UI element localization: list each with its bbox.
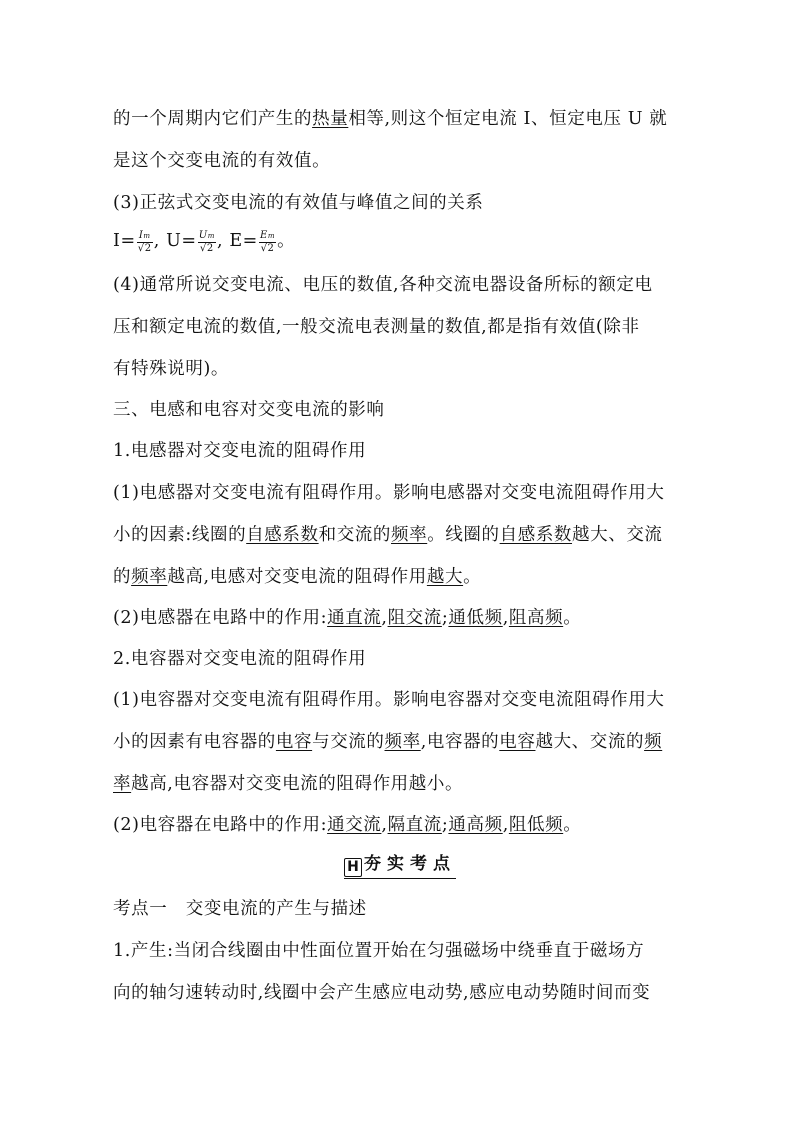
formula-label: U=	[166, 231, 197, 251]
answer-underline: 自感系数	[499, 525, 573, 545]
paragraph-line	[113, 815, 581, 835]
numerator: I	[138, 229, 144, 241]
text-run: 。线圈的	[427, 525, 500, 545]
subscript: m	[267, 231, 276, 240]
paragraph-line	[113, 567, 481, 587]
answer-underline: 电容	[275, 732, 313, 752]
answer-underline: 越大	[426, 567, 464, 587]
numerator: E	[259, 229, 268, 241]
fraction-e	[259, 230, 276, 254]
text-run: ,	[381, 608, 388, 628]
numerator: U	[198, 229, 208, 241]
answer-underline: 频	[644, 732, 663, 752]
formula-line	[113, 228, 295, 254]
h-badge-icon: H	[344, 858, 362, 877]
formula-label: I=	[113, 231, 136, 251]
text-run: 小的因素有电容器的	[113, 732, 276, 752]
text-run: 越大、交流	[572, 525, 663, 545]
text-run: (2)电容器在电路中的作用:	[113, 815, 328, 835]
answer-underline: 率	[113, 774, 132, 794]
paragraph-line: (1)电感器对交变电流有阻碍作用。影响电感器对交变电流阻碍作用大	[113, 483, 665, 503]
subsection-heading: 1.电感器对交变电流的阻碍作用	[113, 441, 367, 461]
text-run: 。	[563, 815, 582, 835]
topic-heading: 考点一 交变电流的产生与描述	[113, 899, 367, 919]
text-run: ,	[502, 608, 509, 628]
text-run: 越高,电感对交变电流的阻碍作用	[167, 567, 427, 587]
text-run: 相等,则这个恒定电流 I、恒定电压 U 就	[348, 109, 668, 129]
paragraph-line	[113, 608, 581, 628]
text-run: 和交流的	[318, 525, 392, 545]
answer-underline: 电容	[499, 732, 536, 752]
paragraph-line	[113, 774, 463, 794]
text-run: (2)电感器在电路中的作用:	[113, 608, 328, 628]
separator: ,	[216, 231, 224, 251]
formula-label: E=	[229, 231, 258, 251]
answer-underline: 频率	[384, 732, 421, 752]
answer-underline: 阻高频	[508, 608, 564, 628]
text-run: 。	[463, 567, 482, 587]
banner-title: 夯实考点	[364, 854, 456, 874]
subsection-heading: 2.电容器对交变电流的阻碍作用	[113, 649, 367, 669]
denominator: √2	[137, 242, 152, 254]
fraction-u	[198, 230, 216, 254]
paragraph-line	[113, 525, 663, 545]
answer-underline: 通直流	[327, 608, 382, 628]
subscript: m	[143, 231, 151, 240]
fraction-i	[137, 230, 153, 254]
paragraph-line: 向的轴匀速转动时,线圈中会产生感应电动势,感应电动势随时间而变	[113, 983, 651, 1003]
paragraph-line: 是这个交变电流的有效值。	[113, 151, 331, 171]
answer-underline: 阻交流	[387, 608, 442, 628]
paragraph-line: 压和额定电流的数值,一般交流电表测量的数值,都是指有效值(除非	[113, 317, 640, 337]
text-run: 越高,电容器对交变电流的阻碍作用越小。	[131, 774, 464, 794]
subscript: m	[207, 231, 215, 240]
answer-underline: 热量	[312, 109, 349, 129]
text-run: 小的因素:线圈的	[113, 525, 247, 545]
text-run: ;	[441, 815, 449, 835]
paragraph-line	[113, 109, 667, 129]
text-run: 与交流的	[312, 732, 385, 752]
text-run: 的一个周期内它们产生的	[113, 109, 313, 129]
paragraph-line: (3)正弦式交变电流的有效值与峰值之间的关系	[113, 193, 484, 213]
paragraph-line: (4)通常所说交变电流、电压的数值,各种交流电器设备所标的额定电	[113, 275, 653, 295]
paragraph-line	[113, 732, 662, 752]
answer-underline: 阻低频	[508, 815, 564, 835]
text-run: 的	[113, 567, 132, 587]
section-banner	[344, 854, 456, 879]
denominator: √2	[199, 242, 214, 254]
text-run: ,电容器的	[420, 732, 500, 752]
answer-underline: 隔直流	[387, 815, 442, 835]
answer-underline: 通低频	[448, 608, 503, 628]
denominator: √2	[260, 242, 275, 254]
paragraph-line: 1.产生:当闭合线圈由中性面位置开始在匀强磁场中绕垂直于磁场方	[113, 941, 645, 961]
paragraph-line: 有特殊说明)。	[113, 359, 230, 379]
answer-underline: 频率	[131, 567, 168, 587]
answer-underline: 频率	[391, 525, 428, 545]
period: 。	[277, 231, 296, 251]
text-run: ,	[381, 815, 388, 835]
text-run: ;	[441, 608, 449, 628]
text-run: ,	[502, 815, 509, 835]
answer-underline: 通交流	[327, 815, 382, 835]
section-heading: 三、电感和电容对交变电流的影响	[113, 400, 385, 420]
separator: ,	[153, 231, 160, 251]
paragraph-line: (1)电容器对交变电流有阻碍作用。影响电容器对交变电流阻碍作用大	[113, 690, 665, 710]
answer-underline: 自感系数	[246, 525, 319, 545]
text-run: 。	[563, 608, 582, 628]
answer-underline: 通高频	[448, 815, 503, 835]
text-run: 越大、交流的	[535, 732, 645, 752]
